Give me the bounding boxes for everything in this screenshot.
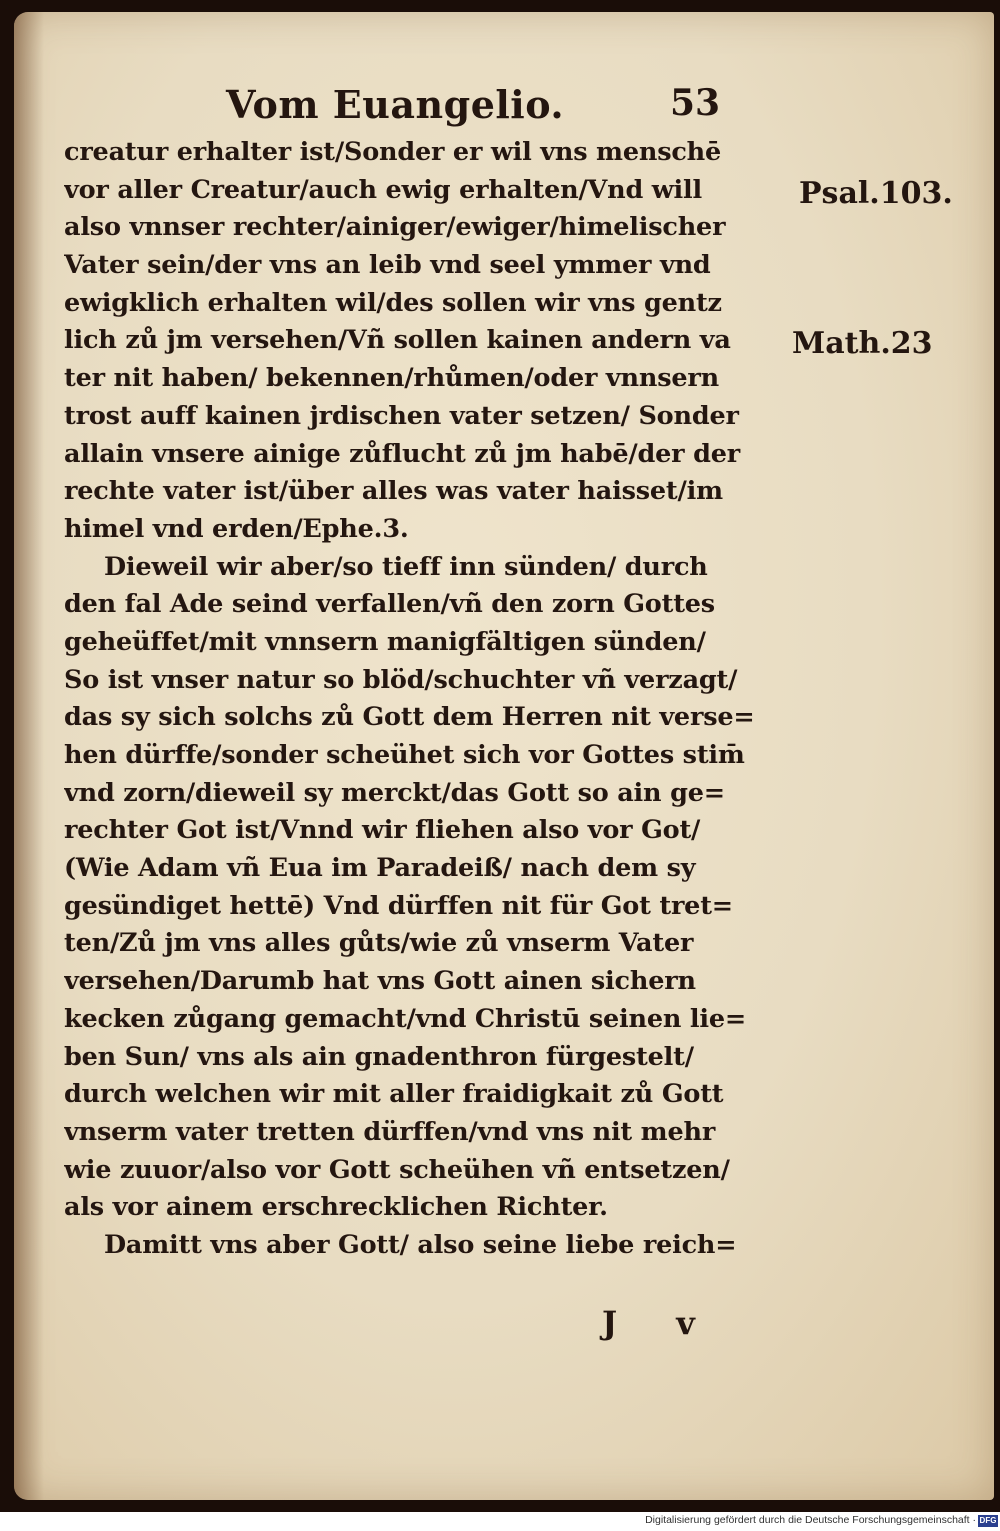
text-line: den fal Ade seind verfallen/vñ den zorn Gottes — [64, 589, 715, 620]
text-line: So ist vnser natur so blöd/schuchter vñ verzagt/ — [64, 664, 738, 695]
text-line: Vater sein/der vns an leib vnd seel ymmer vnd — [64, 250, 711, 281]
text-line: vnserm vater tretten dürffen/vnd vns nit mehr — [64, 1116, 716, 1147]
text-line: vor aller Creatur/auch ewig erhalten/Vnd will — [64, 174, 703, 205]
footer-bar — [0, 1512, 1000, 1531]
running-title: Vom Euangelio. — [226, 82, 565, 127]
text-line: creatur erhalter ist/Sonder er wil vns menschē — [64, 137, 722, 167]
text-line: Damitt vns aber Gott/ also seine liebe reich= — [104, 1229, 737, 1260]
funding-credit: Digitalisierung gefördert durch die Deutsche Forschungsgemeinschaft · — [645, 1514, 976, 1526]
text-line: versehen/Darumb hat vns Gott ainen sichern — [64, 966, 696, 997]
dfg-logo-icon: DFG — [979, 1516, 997, 1525]
text-line: lich zů jm versehen/Vñ sollen kainen andern va — [64, 325, 731, 356]
signature-mark: J v — [602, 1304, 719, 1342]
text-line: also vnnser rechter/ainiger/ewiger/himelischer — [64, 212, 726, 243]
text-line: trost auff kainen jrdischen vater setzen/ Sonder — [64, 400, 739, 431]
text-line: ten/Zů jm vns alles gůts/wie zů vnserm Vater — [64, 928, 694, 959]
text-line: ewigklich erhalten wil/des sollen wir vns gentz — [64, 287, 722, 318]
page-number: 53 — [670, 82, 721, 124]
text-line: himel vnd erden/Ephe.3. — [64, 513, 409, 544]
text-line: Dieweil wir aber/so tieff inn sünden/ durch — [104, 551, 708, 582]
text-line: allain vnsere ainige zůflucht zů jm habē/der der — [64, 438, 740, 469]
text-line: rechte vater ist/über alles was vater haisset/im — [64, 476, 723, 507]
text-line: geheüffet/mit vnnsern manigfältigen sünden/ — [64, 626, 706, 657]
text-line: ben Sun/ vns als ain gnadenthron fürgestelt/ — [64, 1041, 694, 1072]
marginal-note-matthew: Math.23 — [792, 326, 933, 361]
text-line: das sy sich solchs zů Gott dem Herren nit verse= — [64, 702, 755, 733]
text-line: vnd zorn/dieweil sy merckt/das Gott so ain ge= — [64, 777, 725, 808]
text-line: wie zuuor/also vor Gott scheühen vñ entsetzen/ — [64, 1154, 730, 1185]
text-line: ter nit haben/ bekennen/rhůmen/oder vnnsern — [64, 363, 719, 394]
text-line: (Wie Adam vñ Eua im Paradeiß/ nach dem sy — [64, 853, 696, 884]
text-line: gesündiget hettē) Vnd dürffen nit für Got tret= — [64, 890, 733, 921]
text-line: rechter Got ist/Vnnd wir fliehen also vor Got/ — [64, 815, 701, 846]
text-line: hen dürffe/sonder scheühet sich vor Gottes stim̄ — [64, 740, 745, 770]
text-line: als vor ainem erschrecklichen Richter. — [64, 1192, 608, 1223]
text-line: durch welchen wir mit aller fraidigkait zů Gott — [64, 1079, 724, 1110]
marginal-note-psalm: Psal.103. — [799, 176, 953, 211]
body-text — [64, 134, 794, 1265]
book-page — [14, 12, 994, 1500]
text-line: kecken zůgang gemacht/vnd Christū seinen lie= — [64, 1003, 747, 1034]
